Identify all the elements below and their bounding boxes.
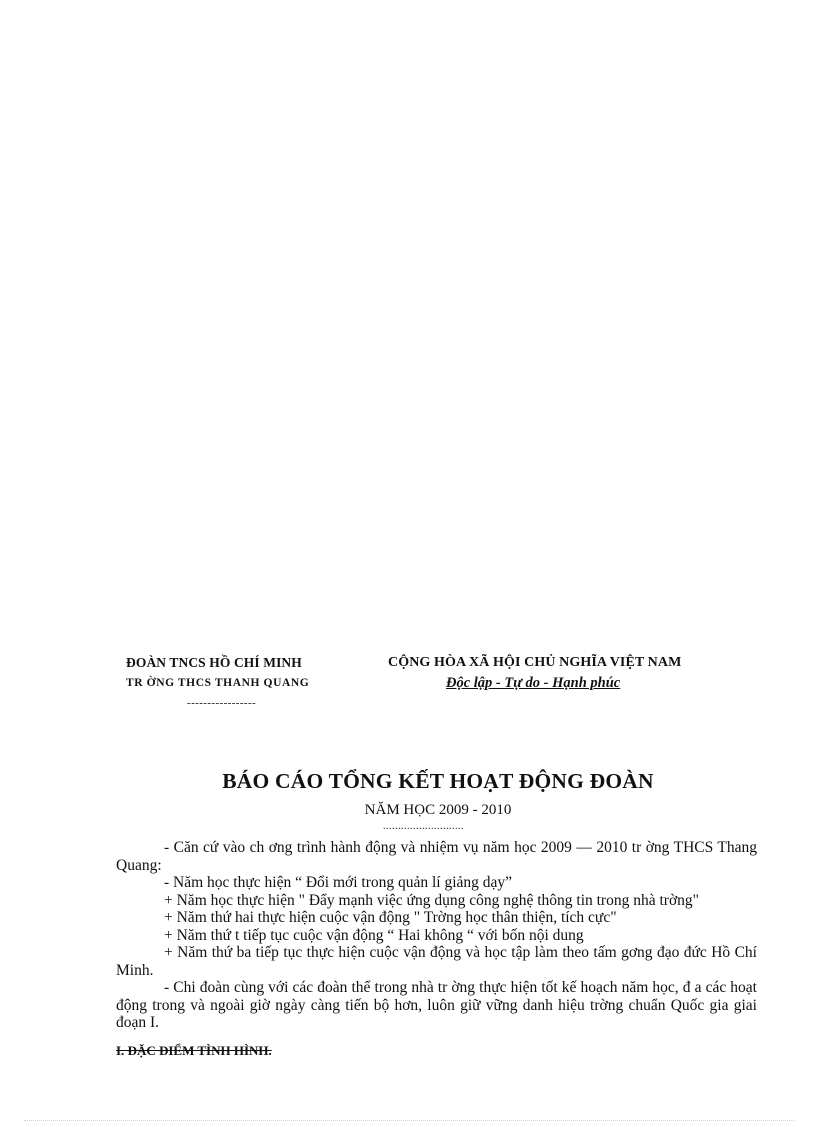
page-bottom-rule xyxy=(24,1120,794,1121)
body-paragraph: + Năm thứ ba tiếp tục thực hiện cuộc vận động và học tập làm theo tấm gơng đạo đức Hồ Chí Minh. xyxy=(116,944,757,979)
body-paragraph: + Năm thứ hai thực hiện cuộc vận động " Trờng học thân thiện, tích cực" xyxy=(164,909,617,926)
school-name: TR ỜNG THCS THANH QUANG xyxy=(126,677,310,689)
national-title: CỘNG HÒA XÃ HỘI CHỦ NGHĨA VIỆT NAM xyxy=(388,655,682,670)
union-name: ĐOÀN TNCS HỒ CHÍ MINH xyxy=(126,655,302,670)
section-heading: I. ĐẶC ĐIỂM TÌNH HÌNH. xyxy=(116,1043,272,1058)
report-title: BÁO CÁO TỔNG KẾT HOẠT ĐỘNG ĐOÀN xyxy=(222,769,654,793)
header-left-separator: ----------------- xyxy=(187,697,257,709)
body-paragraph: + Năm thứ t tiếp tục cuộc vận động “ Hai không “ với bốn nội dung xyxy=(164,926,584,944)
body-paragraph: - Năm học thực hiện “ Đổi mới trong quản lí giảng dạy” xyxy=(164,874,513,891)
body-paragraph: - Căn cứ vào ch ơng trình hành động và nhiệm vụ năm học 2009 — 2010 tr ờng THCS Thang Quang: xyxy=(116,839,757,874)
subtitle-separator: ........................... xyxy=(383,821,464,832)
body-paragraph: - Chi đoàn cùng với các đoàn thể trong nhà tr ờng thực hiện tốt kế hoạch năm học, đ a các hoạt động trong và ngoài giờ ngày càng tiến bộ hơn, luôn giữ vững danh hiệu trờng chuẩn Quốc gia giai đoạn I. xyxy=(116,979,757,1031)
report-body xyxy=(116,839,757,1032)
report-subtitle: NĂM HỌC 2009 - 2010 xyxy=(364,802,512,818)
national-motto: Độc lập - Tự do - Hạnh phúc xyxy=(446,675,621,691)
body-paragraph: + Năm học thực hiện " Đẩy mạnh việc ứng dụng công nghệ thông tin trong nhà trờng" xyxy=(164,891,699,909)
